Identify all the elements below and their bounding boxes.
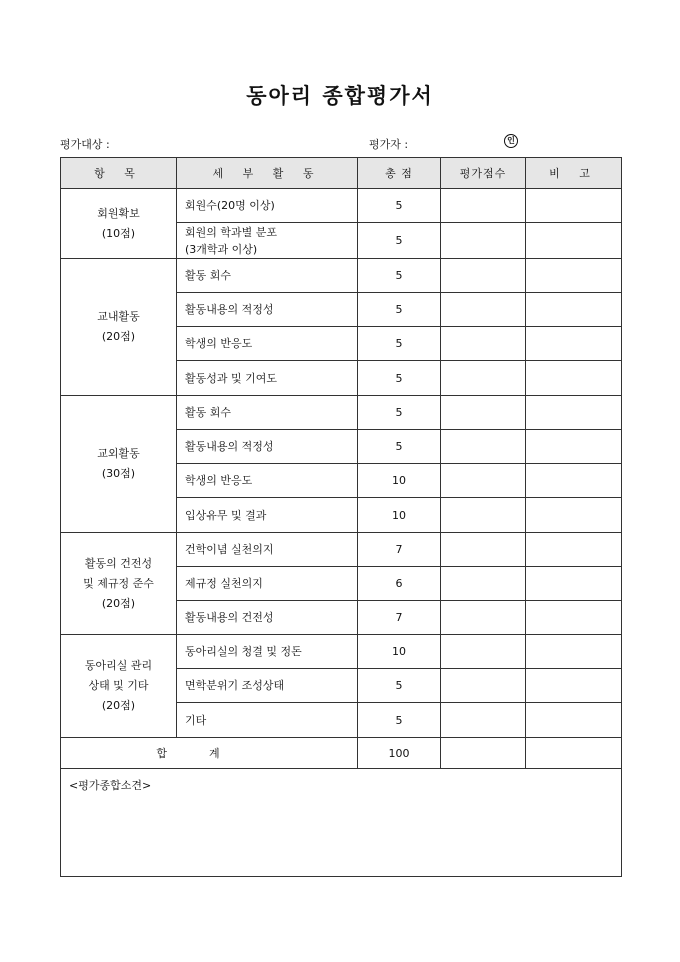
activity-cell: 활동내용의 건전성 <box>177 601 358 635</box>
activity-cell: 회원수(20명 이상) <box>177 189 358 223</box>
category-cell <box>61 189 177 259</box>
seal-mark: 인 <box>504 134 518 148</box>
remarks-cell[interactable] <box>526 567 622 601</box>
eval-score-cell[interactable] <box>441 635 526 669</box>
table-row <box>61 189 622 223</box>
activity-cell: 제규정 실천의지 <box>177 567 358 601</box>
total-points-cell: 10 <box>358 464 441 498</box>
eval-score-cell[interactable] <box>441 601 526 635</box>
activity-cell: 활동내용의 적정성 <box>177 430 358 464</box>
total-label-cell <box>61 738 358 769</box>
eval-score-cell[interactable] <box>441 361 526 396</box>
total-points-cell: 5 <box>358 396 441 430</box>
eval-score-cell[interactable] <box>441 533 526 567</box>
eval-score-cell[interactable] <box>441 223 526 259</box>
eval-score-cell[interactable] <box>441 430 526 464</box>
total-points-cell: 5 <box>358 259 441 293</box>
header-activity: 세 부 활 동 <box>177 158 358 189</box>
category-cell <box>61 533 177 635</box>
remarks-cell[interactable] <box>526 635 622 669</box>
remarks-cell[interactable] <box>526 396 622 430</box>
remarks-cell[interactable] <box>526 293 622 327</box>
page-title: 동아리 종합평가서 <box>246 83 434 108</box>
category-points: (20점) <box>101 596 136 610</box>
category-name: 동아리실 관리 <box>84 659 153 672</box>
total-points-cell: 5 <box>358 703 441 738</box>
remarks-cell[interactable] <box>526 601 622 635</box>
remarks-cell[interactable] <box>526 498 622 533</box>
header-remarks: 비 고 <box>526 158 622 189</box>
eval-score-cell[interactable] <box>441 567 526 601</box>
category-name: 교내활동 <box>97 310 140 323</box>
category-cell <box>61 259 177 396</box>
eval-score-cell[interactable] <box>441 259 526 293</box>
evaluation-target-label: 평가대상 : <box>60 138 110 151</box>
total-points-cell: 7 <box>358 601 441 635</box>
category-cell <box>61 635 177 738</box>
total-points-cell: 5 <box>358 327 441 361</box>
total-points-cell: 5 <box>358 189 441 223</box>
activity-cell: 건학이념 실천의지 <box>177 533 358 567</box>
remarks-cell[interactable] <box>526 464 622 498</box>
total-points-cell: 10 <box>358 635 441 669</box>
category-points: (20점) <box>101 699 136 712</box>
remarks-cell[interactable] <box>526 327 622 361</box>
activity-cell: 기타 <box>177 703 358 738</box>
total-points-cell: 5 <box>358 430 441 464</box>
activity-cell: 활동성과 및 기여도 <box>177 361 358 396</box>
remarks-cell[interactable] <box>526 533 622 567</box>
category-name-line2: 및 제규정 준수 <box>83 576 154 590</box>
total-row <box>61 738 622 769</box>
eval-score-cell[interactable] <box>441 189 526 223</box>
table-row <box>61 396 622 430</box>
category-name: 활동의 건전성 <box>84 556 153 570</box>
eval-score-cell[interactable] <box>441 498 526 533</box>
remarks-cell[interactable] <box>526 703 622 738</box>
header-total-points: 총 점 <box>358 158 441 189</box>
activity-cell: 학생의 반응도 <box>177 327 358 361</box>
eval-score-cell[interactable] <box>441 293 526 327</box>
eval-score-cell[interactable] <box>441 669 526 703</box>
remarks-cell[interactable] <box>526 223 622 259</box>
header-eval-score: 평가점수 <box>441 158 526 189</box>
total-remarks-cell[interactable] <box>526 738 622 769</box>
total-points-cell: 5 <box>358 223 441 259</box>
opinion-label: <평가종합소견> <box>69 779 152 792</box>
activity-sublabel: (3개학과 이상) <box>185 242 258 256</box>
evaluation-table <box>60 157 622 877</box>
total-points-cell: 5 <box>358 361 441 396</box>
category-name: 교외활동 <box>97 447 140 460</box>
activity-cell: 활동내용의 적정성 <box>177 293 358 327</box>
total-points-cell: 10 <box>358 498 441 533</box>
activity-label: 회원의 학과별 분포 <box>185 225 278 239</box>
category-points: (10점) <box>101 226 136 240</box>
total-label: 합계 <box>156 747 262 760</box>
total-points-cell: 7 <box>358 533 441 567</box>
total-points-cell: 5 <box>358 669 441 703</box>
activity-cell: 활동 회수 <box>177 396 358 430</box>
table-row <box>61 635 622 669</box>
evaluator-label: 평가자 : <box>369 138 409 151</box>
eval-score-cell[interactable] <box>441 396 526 430</box>
total-score-cell: 100 <box>358 738 441 769</box>
opinion-cell[interactable] <box>61 769 622 877</box>
activity-cell: 면학분위기 조성상태 <box>177 669 358 703</box>
activity-cell: 입상유무 및 결과 <box>177 498 358 533</box>
activity-cell <box>177 223 358 259</box>
total-points-cell: 5 <box>358 293 441 327</box>
category-points: (20점) <box>101 330 136 343</box>
category-name: 회원확보 <box>97 206 140 220</box>
total-eval-score-cell[interactable] <box>441 738 526 769</box>
remarks-cell[interactable] <box>526 259 622 293</box>
table-row <box>61 533 622 567</box>
activity-cell: 학생의 반응도 <box>177 464 358 498</box>
activity-cell: 동아리실의 청결 및 정돈 <box>177 635 358 669</box>
opinion-row <box>61 769 622 877</box>
category-name-line2: 상태 및 기타 <box>88 679 149 692</box>
table-row <box>61 259 622 293</box>
header-category: 항 목 <box>61 158 177 189</box>
eval-score-cell[interactable] <box>441 327 526 361</box>
remarks-cell[interactable] <box>526 430 622 464</box>
remarks-cell[interactable] <box>526 189 622 223</box>
activity-cell: 활동 회수 <box>177 259 358 293</box>
eval-score-cell[interactable] <box>441 464 526 498</box>
remarks-cell[interactable] <box>526 669 622 703</box>
total-points-cell: 6 <box>358 567 441 601</box>
remarks-cell[interactable] <box>526 361 622 396</box>
category-cell <box>61 396 177 533</box>
eval-score-cell[interactable] <box>441 703 526 738</box>
category-points: (30점) <box>101 467 136 480</box>
